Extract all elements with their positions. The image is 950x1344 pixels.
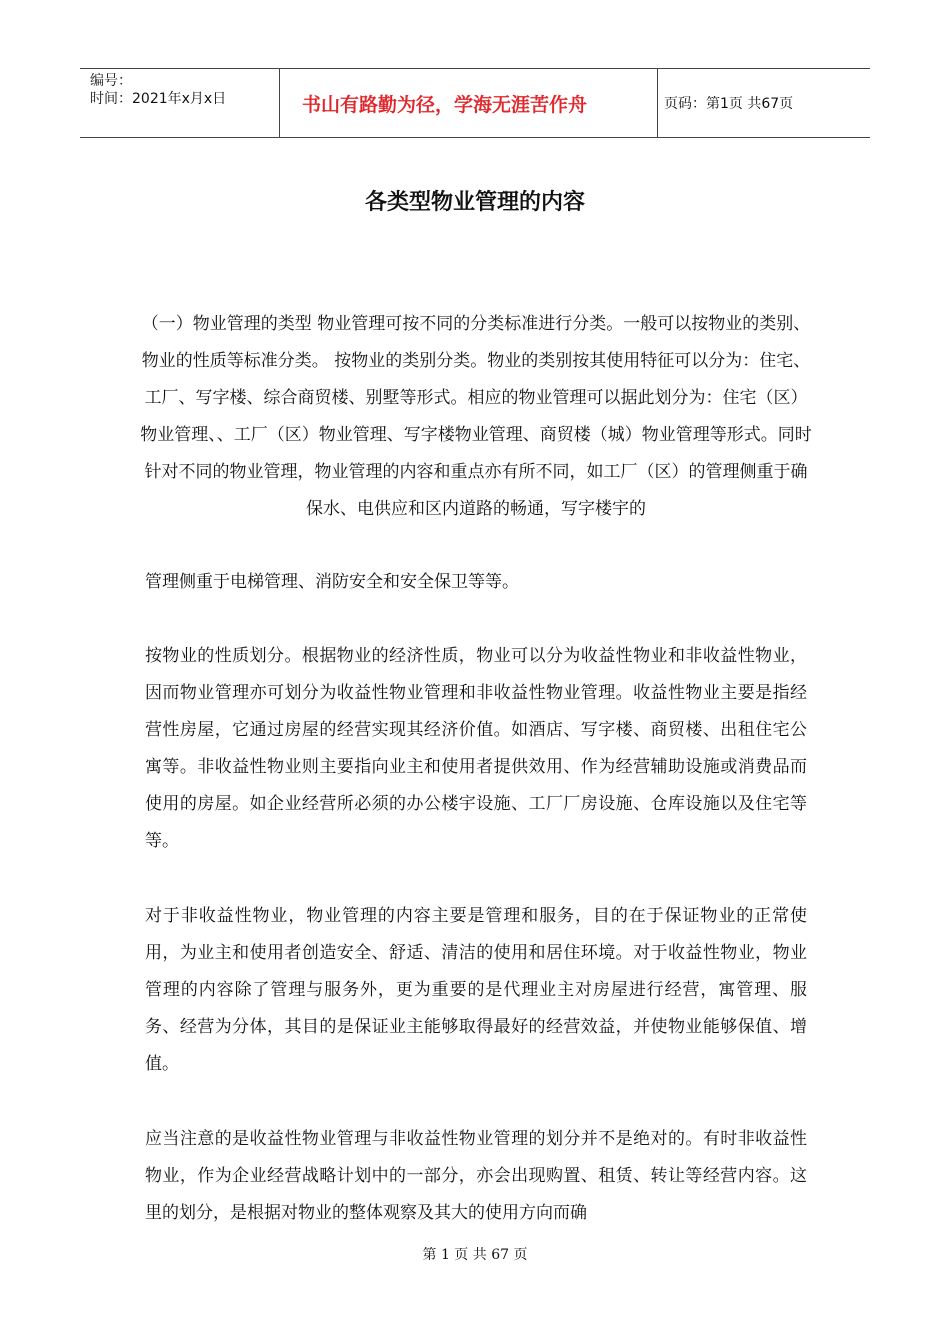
serial-number-label: 编号： — [90, 73, 132, 89]
header-meta-cell — [80, 69, 280, 137]
motto-text: 书山有路勤为径，学海无涯苦作舟 — [302, 93, 588, 116]
header-page-cell — [658, 69, 870, 137]
document-header — [80, 68, 870, 138]
paragraph-1-tail: 管理侧重于电梯管理、消防安全和安全保卫等等。 — [145, 572, 519, 592]
paragraph-4: 应当注意的是收益性物业管理与非收益性物业管理的划分并不是绝对的。有时非收益性物业，作为企业经营战略计划中的一部分，亦会出现购置、租赁、转让等经营内容。这里的划分，是根据对物业的整体观察及其大的使用方向而确 — [145, 1129, 807, 1223]
date-line: 时间：2021年x月x日 — [90, 91, 227, 107]
header-motto-cell — [280, 69, 658, 137]
page-footer: 第 1 页 共 67 页 — [422, 1247, 528, 1263]
paragraph-1: （一）物业管理的类型 物业管理可按不同的分类标准进行分类。一般可以按物业的类别、物业的性质等标准分类。 按物业的类别分类。物业的类别按其使用特征可以分为：住宅、工厂、写字楼、综合商贸楼、别墅等形式。相应的物业管理可以据此划分为：住宅（区）物业管理、、工厂（区）物业管理、写字楼物业管理、商贸楼（城）物业管理等形式。同时针对不同的物业管理，物业管理的内容和重点亦有所不同，如工厂（区）的管理侧重于确保水、电供应和区内道路的畅通，写字楼宇的 — [140, 314, 812, 519]
document-title: 各类型物业管理的内容 — [364, 190, 585, 215]
paragraph-2: 按物业的性质划分。根据物业的经济性质，物业可以分为收益性物业和非收益性物业，因而物业管理亦可划分为收益性物业管理和非收益性物业管理。收益性物业主要是指经营性房屋，它通过房屋的经营实现其经济价值。如酒店、写字楼、商贸楼、出租住宅公寓等。非收益性物业则主要指向业主和使用者提供效用、作为经营辅助设施或消费品而使用的房屋。如企业经营所必须的办公楼宇设施、工厂厂房设施、仓库设施以及住宅等等。 — [145, 646, 807, 851]
paragraph-3: 对于非收益性物业，物业管理的内容主要是管理和服务，目的在于保证物业的正常使用，为业主和使用者创造安全、舒适、清洁的使用和居住环境。对于收益性物业，物业管理的内容除了管理与服务外，更为重要的是代理业主对房屋进行经营，寓管理、服务、经营为分体，其目的是保证业主能够取得最好的经营效益，并使物业能够保值、增值。 — [145, 906, 807, 1074]
header-page-info: 页码：第1页 共67页 — [664, 96, 794, 112]
